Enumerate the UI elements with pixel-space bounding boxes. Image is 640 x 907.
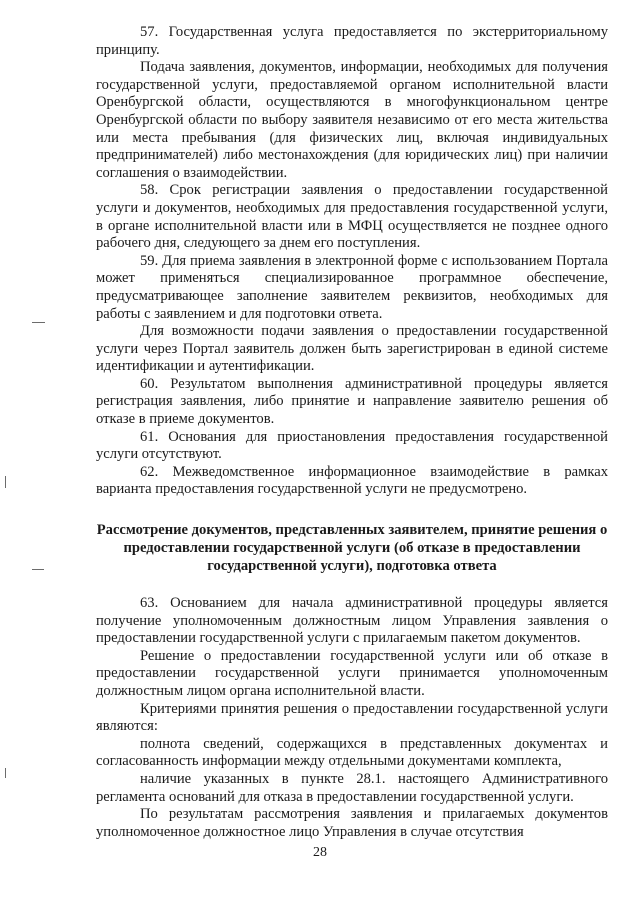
paragraph-criteria: Критериями принятия решения о предоставлении государственной услуги являются: [96, 700, 608, 735]
paragraph-62: 62. Межведомственное информационное взаимодействие в рамках варианта предоставления государственной услуги не предусмотрено. [96, 463, 608, 498]
section-heading: Рассмотрение документов, представленных заявителем, принятие решения о предоставлении государственной услуги (об отказе в предоставлении государственной услуги), подготовка ответа [96, 522, 608, 575]
paragraph-submission: Подача заявления, документов, информации, необходимых для получения государственной услуги, предоставляемой органом исполнительной власти Оренбургской области, осуществляются в многофункциональном центре Оренбургской области по выбору заявителя независимо от его места жительства или места пребывания (для физических лиц, включая индивидуальных предпринимателей) либо местонахождения (для юридических лиц) при наличии соглашения о взаимодействии. [96, 59, 608, 181]
scan-mark [32, 569, 44, 570]
paragraph-60: 60. Результатом выполнения административной процедуры является регистрация заявления, либо принятие и направление заявителю решения об отказе в приеме документов. [96, 375, 608, 428]
paragraph-criteria-grounds: наличие указанных в пункте 28.1. настоящего Административного регламента оснований для отказа в предоставлении государственной услуги. [96, 770, 608, 805]
scan-mark [5, 476, 6, 488]
scan-mark [32, 322, 45, 323]
paragraph-63: 63. Основанием для начала административной процедуры является получение уполномоченным должностным лицом Управления заявления о предоставлении государственной услуги с прилагаемым пакетом документов. [96, 595, 608, 647]
paragraph-61: 61. Основания для приостановления предоставления государственной услуги отсутствуют. [96, 428, 608, 463]
paragraph-criteria-completeness: полнота сведений, содержащихся в представленных документах и согласованность информации между отдельными документами комплекта, [96, 735, 608, 770]
paragraph-results: По результатам рассмотрения заявления и прилагаемых документов уполномоченное должностное лицо Управления в случае отсутствия [96, 806, 608, 840]
page-number: 28 [313, 845, 327, 860]
paragraph-59: 59. Для приема заявления в электронной форме с использованием Портала может применяться специализированное программное обеспечение, предусматривающее заполнение заявителем реквизитов, необходимых для работы с заявлением и для подготовки ответа. [96, 252, 608, 322]
document-page [96, 24, 608, 841]
scan-mark [5, 768, 6, 778]
paragraph-portal-registration: Для возможности подачи заявления о предоставлении государственной услуги через Портал заявитель должен быть зарегистрирован в единой системе идентификации и аутентификации. [96, 323, 608, 375]
paragraph-decision: Решение о предоставлении государственной услуги или об отказе в предоставлении государственной услуги принимается уполномоченным должностным лицом органа исполнительной власти. [96, 647, 608, 699]
paragraph-57: 57. Государственная услуга предоставляется по экстерриториальному принципу. [96, 24, 608, 58]
paragraph-58: 58. Срок регистрации заявления о предоставлении государственной услуги и документов, необходимых для предоставления государственной услуги, в органе исполнительной власти или в МФЦ осуществляется не позднее одного рабочего дня, следующего за днем его поступления. [96, 182, 608, 252]
